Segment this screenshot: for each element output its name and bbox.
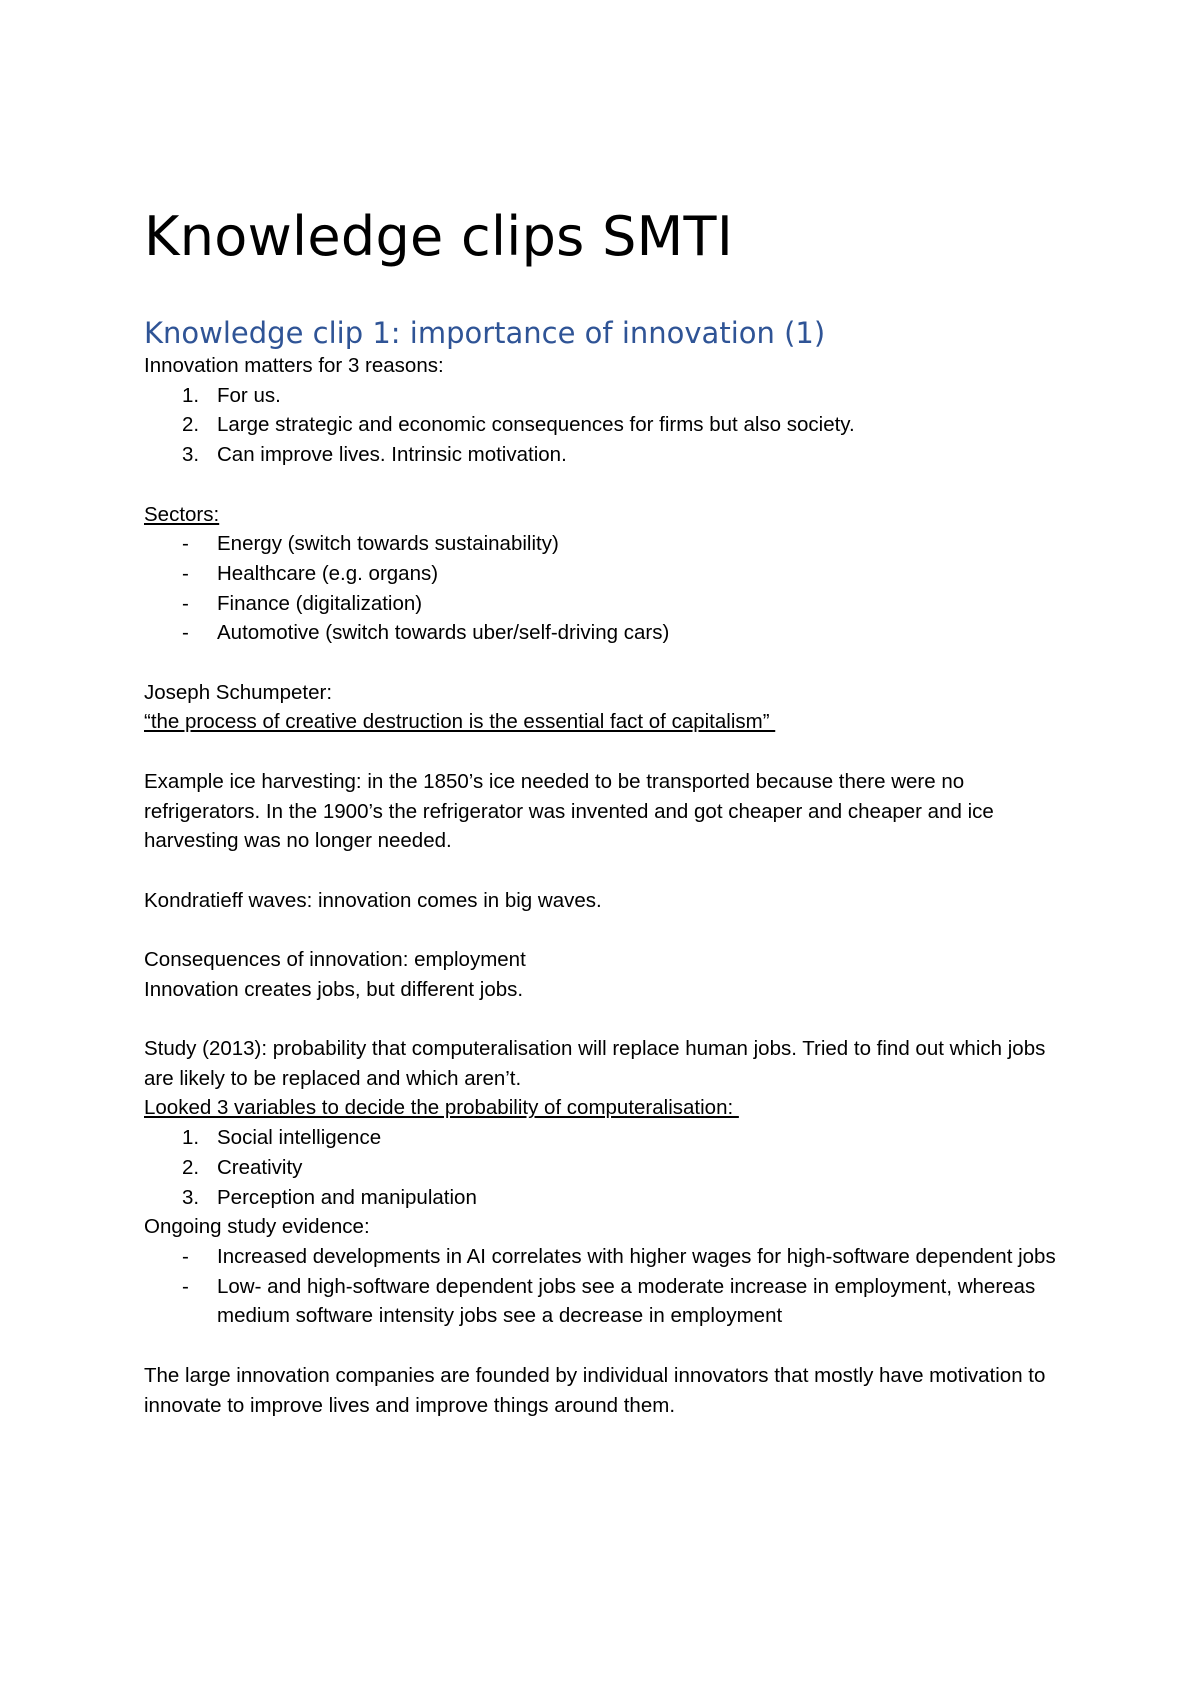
list-item-text: Large strategic and economic consequences for firms but also society. [217, 413, 855, 437]
blank-line [144, 470, 1064, 500]
list-item-text: Healthcare (e.g. organs) [217, 561, 439, 585]
sectors-label: Sectors: [144, 502, 220, 526]
list-item [144, 1123, 1064, 1153]
blank-line [144, 856, 1064, 886]
list-marker: 2. [182, 1155, 200, 1179]
document-body [144, 205, 1064, 1420]
list-marker: 3. [182, 443, 200, 467]
list-item [144, 410, 1064, 440]
blank-line [144, 648, 1064, 678]
study-paragraph: Study (2013): probability that computeralisation will replace human jobs. Tried to find out which jobs are likely to be replaced and which aren’t. [144, 1037, 1046, 1090]
list-item-text: For us. [217, 383, 281, 407]
list-marker: 1. [182, 383, 200, 407]
list-item [144, 559, 1064, 589]
list-marker: 2. [182, 413, 200, 437]
list-item-text: Finance (digitalization) [217, 591, 423, 615]
list-item [144, 440, 1064, 470]
list-marker: - [182, 591, 189, 615]
document-title: Knowledge clips SMTI [144, 205, 734, 268]
variables-list [144, 1123, 1064, 1212]
variables-label: Looked 3 variables to decide the probability of computeralisation: [144, 1096, 739, 1120]
list-item-text: Creativity [217, 1155, 303, 1179]
list-marker: 1. [182, 1126, 200, 1150]
list-item-text: Low- and high-software dependent jobs see a moderate increase in employment, whereas medium software intensity jobs see a decrease in employment [217, 1274, 1036, 1328]
list-item [144, 1272, 1064, 1331]
sectors-list [144, 529, 1064, 648]
schumpeter-quote: “the process of creative destruction is the essential fact of capitalism” [144, 710, 776, 734]
consequences-title: Consequences of innovation: employment [144, 947, 526, 971]
list-item [144, 618, 1064, 648]
list-item-text: Increased developments in AI correlates with higher wages for high-software dependent jobs [217, 1245, 1056, 1268]
list-item [144, 589, 1064, 619]
list-item-text: Energy (switch towards sustainability) [217, 532, 559, 556]
list-marker: - [182, 621, 189, 645]
list-item [144, 381, 1064, 411]
list-marker: - [182, 1274, 189, 1298]
list-item [144, 529, 1064, 559]
evidence-label: Ongoing study evidence: [144, 1215, 370, 1239]
list-marker: - [182, 1245, 189, 1268]
schumpeter-label: Joseph Schumpeter: [144, 680, 333, 704]
list-marker: 3. [182, 1185, 200, 1209]
list-item-text: Perception and manipulation [217, 1185, 477, 1209]
intro-text: Innovation matters for 3 reasons: [144, 354, 444, 377]
ice-example-paragraph: Example ice harvesting: in the 1850’s ice needed to be transported because there were no refrigerators. In the 1900’s the refrigerator was invented and got cheaper and cheaper and ice harvesting was no longer needed. [144, 769, 994, 853]
blank-line [144, 915, 1064, 945]
list-marker: - [182, 561, 189, 585]
list-item [144, 1242, 1064, 1272]
reasons-list [144, 381, 1064, 470]
blank-line [144, 737, 1064, 767]
blank-line [144, 1004, 1064, 1034]
evidence-list [144, 1242, 1064, 1331]
consequences-text: Innovation creates jobs, but different jobs. [144, 977, 524, 1001]
list-item [144, 1183, 1064, 1213]
list-item [144, 1153, 1064, 1183]
section-heading: Knowledge clip 1: importance of innovation (1) [144, 316, 826, 350]
kondratieff-paragraph: Kondratieff waves: innovation comes in big waves. [144, 888, 602, 912]
list-item-text: Can improve lives. Intrinsic motivation. [217, 443, 567, 467]
closing-paragraph: The large innovation companies are founded by individual innovators that mostly have motivation to innovate to improve lives and improve things around them. [144, 1363, 1046, 1417]
list-marker: - [182, 532, 189, 556]
blank-line [144, 1331, 1064, 1361]
list-item-text: Automotive (switch towards uber/self-driving cars) [217, 621, 670, 645]
list-item-text: Social intelligence [217, 1126, 382, 1150]
